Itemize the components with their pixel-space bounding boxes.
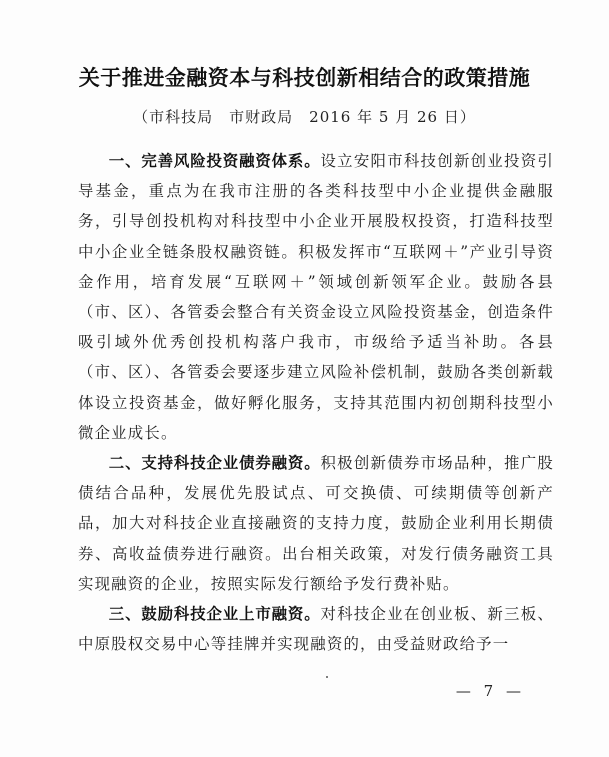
document-body — [78, 146, 554, 659]
scan-speck — [326, 676, 328, 678]
paragraph-1-text: 设立安阳市科技创新创业投资引导基金，重点为在我市注册的各类科技型中小企业提供金融服务，引导创投机构对科技型中小企业开展股权投资，打造科技型中小企业全链条股权融资链。积极发挥市“互联网＋”产业引导资金作用，培育发展“互联网＋”领域创新领军企业。鼓励各县（市、区）、各管委会整合有关资金设立风险投资基金，创造条件吸引域外优秀创投机构落户我市，市级给予适当补助。各县（市、区）、各管委会要逐步建立风险补偿机制，鼓励各类创新载体设立投资基金，做好孵化服务，支持其范围内初创期科技型小微企业成长。 — [78, 152, 554, 442]
document-title: 关于推进金融资本与科技创新相结合的政策措施 — [78, 66, 531, 90]
paragraph-1-heading: 一、完善风险投资融资体系。 — [108, 152, 321, 170]
paragraph-3 — [78, 599, 554, 659]
paragraph-3-heading: 三、鼓励科技企业上市融资。 — [108, 605, 321, 624]
paragraph-1 — [78, 146, 554, 448]
page-number: — 7 — — [455, 682, 525, 700]
document-subtitle: （市科技局 市财政局 2016 年 5 月 26 日） — [133, 108, 476, 126]
paragraph-2-heading: 二、支持科技企业债券融资。 — [108, 454, 321, 473]
paragraph-2-text: 积极创新债券市场品种，推广股债结合品种，发展优先股试点、可交换债、可续期债等创新产品，加大对科技企业直接融资的支持力度，鼓励企业利用长期债券、高收益债券进行融资。出台相关政策，对发行债务融资工具实现融资的企业，按照实际发行额给予发行费补贴。 — [78, 454, 554, 593]
paragraph-2 — [78, 448, 554, 599]
paragraph-3-text: 对科技企业在创业板、新三板、中原股权交易中心等挂牌并实现融资的，由受益财政给予一 — [78, 605, 554, 654]
